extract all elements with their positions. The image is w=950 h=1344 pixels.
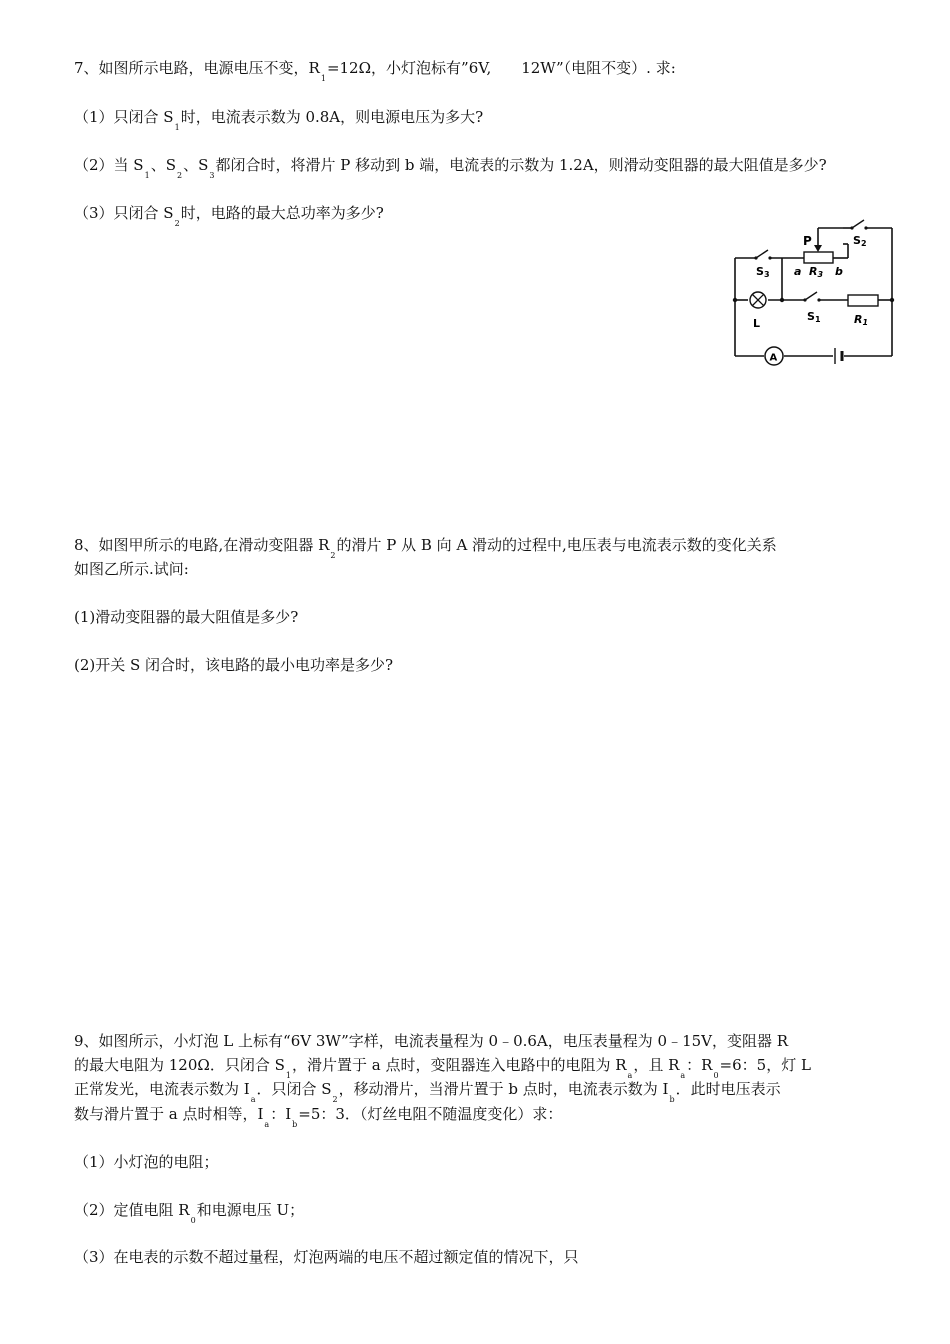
q7-part-3-text-2: 时，电路的最大总功率为多少? xyxy=(180,204,384,222)
q7-part-1-text-2: 时，电流表示数为 0.8A，则电源电压为多大? xyxy=(180,108,484,126)
label-s1: S1 xyxy=(807,310,821,324)
q8-part-2: (2)开关 S 闭合时，该电路的最小电功率是多少? xyxy=(74,656,394,674)
q8-stem-line-1 xyxy=(74,535,777,558)
slider-arrow-icon xyxy=(814,245,822,252)
q8-part-1: (1)滑动变阻器的最大阻值是多少? xyxy=(74,608,299,626)
q7-part-2-subscript-2: 2 xyxy=(176,171,183,180)
q9-line-2-subscript-3: a xyxy=(680,1071,686,1080)
s1-contact-dot xyxy=(803,298,806,301)
q9-stem-line-1: 9、如图所示，小灯泡 L 上标有“6V 3W”字样，电流表量程为 0﹣0.6A，电压表量程为 0﹣15V，变阻器 R xyxy=(74,1032,789,1050)
q9-line-3-subscript-2: 2 xyxy=(332,1095,338,1104)
label-ammeter: A xyxy=(769,352,778,364)
s2-contact-dot-2 xyxy=(864,226,867,229)
q7-part-3-text: （3）只闭合 S xyxy=(74,204,174,222)
q7-part-1-subscript: 1 xyxy=(174,123,180,132)
q8-stem-subscript: 2 xyxy=(330,551,336,560)
q8-stem-text: 8、如图甲所示的电路,在滑动变阻器 R xyxy=(74,536,330,554)
q7-part-2-subscript-3: 3 xyxy=(209,171,215,180)
q9-line-3-subscript-3: b xyxy=(669,1095,675,1104)
q9-line-2-text-4: ：R xyxy=(686,1056,713,1074)
label-l: L xyxy=(753,317,761,330)
q7-part-1-text: （1）只闭合 S xyxy=(74,108,174,126)
q7-part-3-subscript: 2 xyxy=(174,219,180,228)
q9-line-4-text-2: ：I xyxy=(270,1105,292,1123)
q7-stem-text-2: =12Ω，小灯泡标有”6V, 12W”（电阻不变）. 求: xyxy=(326,59,676,77)
s1-switch-icon xyxy=(805,292,817,300)
q9-line-2-text: 的最大电阻为 120Ω．只闭合 S xyxy=(74,1056,285,1074)
q7-stem xyxy=(74,58,676,81)
q9-line-2-subscript-4: 0 xyxy=(713,1071,719,1080)
q9-line-2-text-2: ，滑片置于 a 点时，变阻器连入电路中的电阻为 R xyxy=(291,1056,627,1074)
label-a: a xyxy=(794,265,802,278)
label-p: P xyxy=(803,234,812,248)
q9-part-2 xyxy=(74,1200,304,1223)
junction-dot xyxy=(780,298,784,302)
lamp-icon xyxy=(750,292,766,308)
q9-line-2-subscript-1: 1 xyxy=(285,1071,291,1080)
label-r1: R1 xyxy=(854,313,869,327)
q9-line-2-text-3: ，且 R xyxy=(633,1056,680,1074)
r3-resistor-icon xyxy=(804,252,833,263)
q9-line-3-text-3: ，移动滑片，当滑片置于 b 点时，电流表示数为 I xyxy=(338,1080,669,1098)
q9-line-4-text: 数与滑片置于 a 点时相等，I xyxy=(74,1105,264,1123)
label-r3: R3 xyxy=(809,265,824,279)
q9-line-4-subscript-2: b xyxy=(292,1120,298,1129)
s3-contact-dot-2 xyxy=(768,256,771,259)
s2-switch-icon xyxy=(852,220,864,228)
q9-line-3-subscript-1: a xyxy=(250,1095,256,1104)
q9-stem-line-2 xyxy=(74,1055,811,1078)
q7-part-1 xyxy=(74,107,483,130)
q7-part-2-subscript-1: 1 xyxy=(144,171,150,180)
q9-stem-line-4 xyxy=(74,1104,562,1127)
q9-line-2-subscript-2: a xyxy=(627,1071,633,1080)
q7-circuit-diagram xyxy=(725,218,905,370)
q8-stem-line-2: 如图乙所示.试问: xyxy=(74,560,189,578)
battery-icon xyxy=(835,348,842,364)
q9-stem-line-3 xyxy=(74,1079,781,1102)
s1-contact-dot-2 xyxy=(817,298,820,301)
label-s3: S3 xyxy=(756,265,770,279)
s2-contact-dot xyxy=(850,226,853,229)
q9-part-2-subscript: 0 xyxy=(190,1216,196,1225)
q9-line-2-text-5: =6：5，灯 L xyxy=(719,1056,811,1074)
q7-part-2-text-2: 、S xyxy=(150,156,176,174)
junction-dot xyxy=(733,298,737,302)
q7-part-2-text: （2）当 S xyxy=(74,156,144,174)
q9-part-2-text-2: 和电源电压 U； xyxy=(196,1201,305,1219)
s3-contact-dot xyxy=(754,256,757,259)
q9-line-4-text-3: =5：3．（灯丝电阻不随温度变化）求： xyxy=(298,1105,563,1123)
junction-dot xyxy=(890,298,894,302)
q9-part-2-text: （2）定值电阻 R xyxy=(74,1201,190,1219)
q7-part-2-text-4: 都闭合时，将滑片 P 移动到 b 端，电流表的示数为 1.2A，则滑动变阻器的最大阻值是多少? xyxy=(215,156,827,174)
q7-stem-subscript: 1 xyxy=(320,74,326,83)
q7-part-3 xyxy=(74,203,384,226)
r1-resistor-icon xyxy=(848,295,878,306)
q9-line-4-subscript-1: a xyxy=(264,1120,270,1129)
label-s2: S2 xyxy=(853,234,867,248)
q7-part-2 xyxy=(74,155,827,178)
q9-part-3: （3）在电表的示数不超过量程，灯泡两端的电压不超过额定值的情况下，只 xyxy=(74,1248,579,1266)
q7-stem-text: 7、如图所示电路，电源电压不变，R xyxy=(74,59,320,77)
q9-line-3-text-2: ．只闭合 S xyxy=(256,1080,332,1098)
q9-line-3-text-4: ．此时电压表示 xyxy=(675,1080,781,1098)
q9-line-3-text: 正常发光，电流表示数为 I xyxy=(74,1080,250,1098)
q7-part-2-text-3: 、S xyxy=(183,156,209,174)
q8-stem-text-2: 的滑片 P 从 B 向 A 滑动的过程中,电压表与电流表示数的变化关系 xyxy=(336,536,777,554)
q9-part-1: （1）小灯泡的电阻； xyxy=(74,1153,219,1171)
label-b: b xyxy=(835,265,843,278)
s3-switch-icon xyxy=(756,250,768,258)
